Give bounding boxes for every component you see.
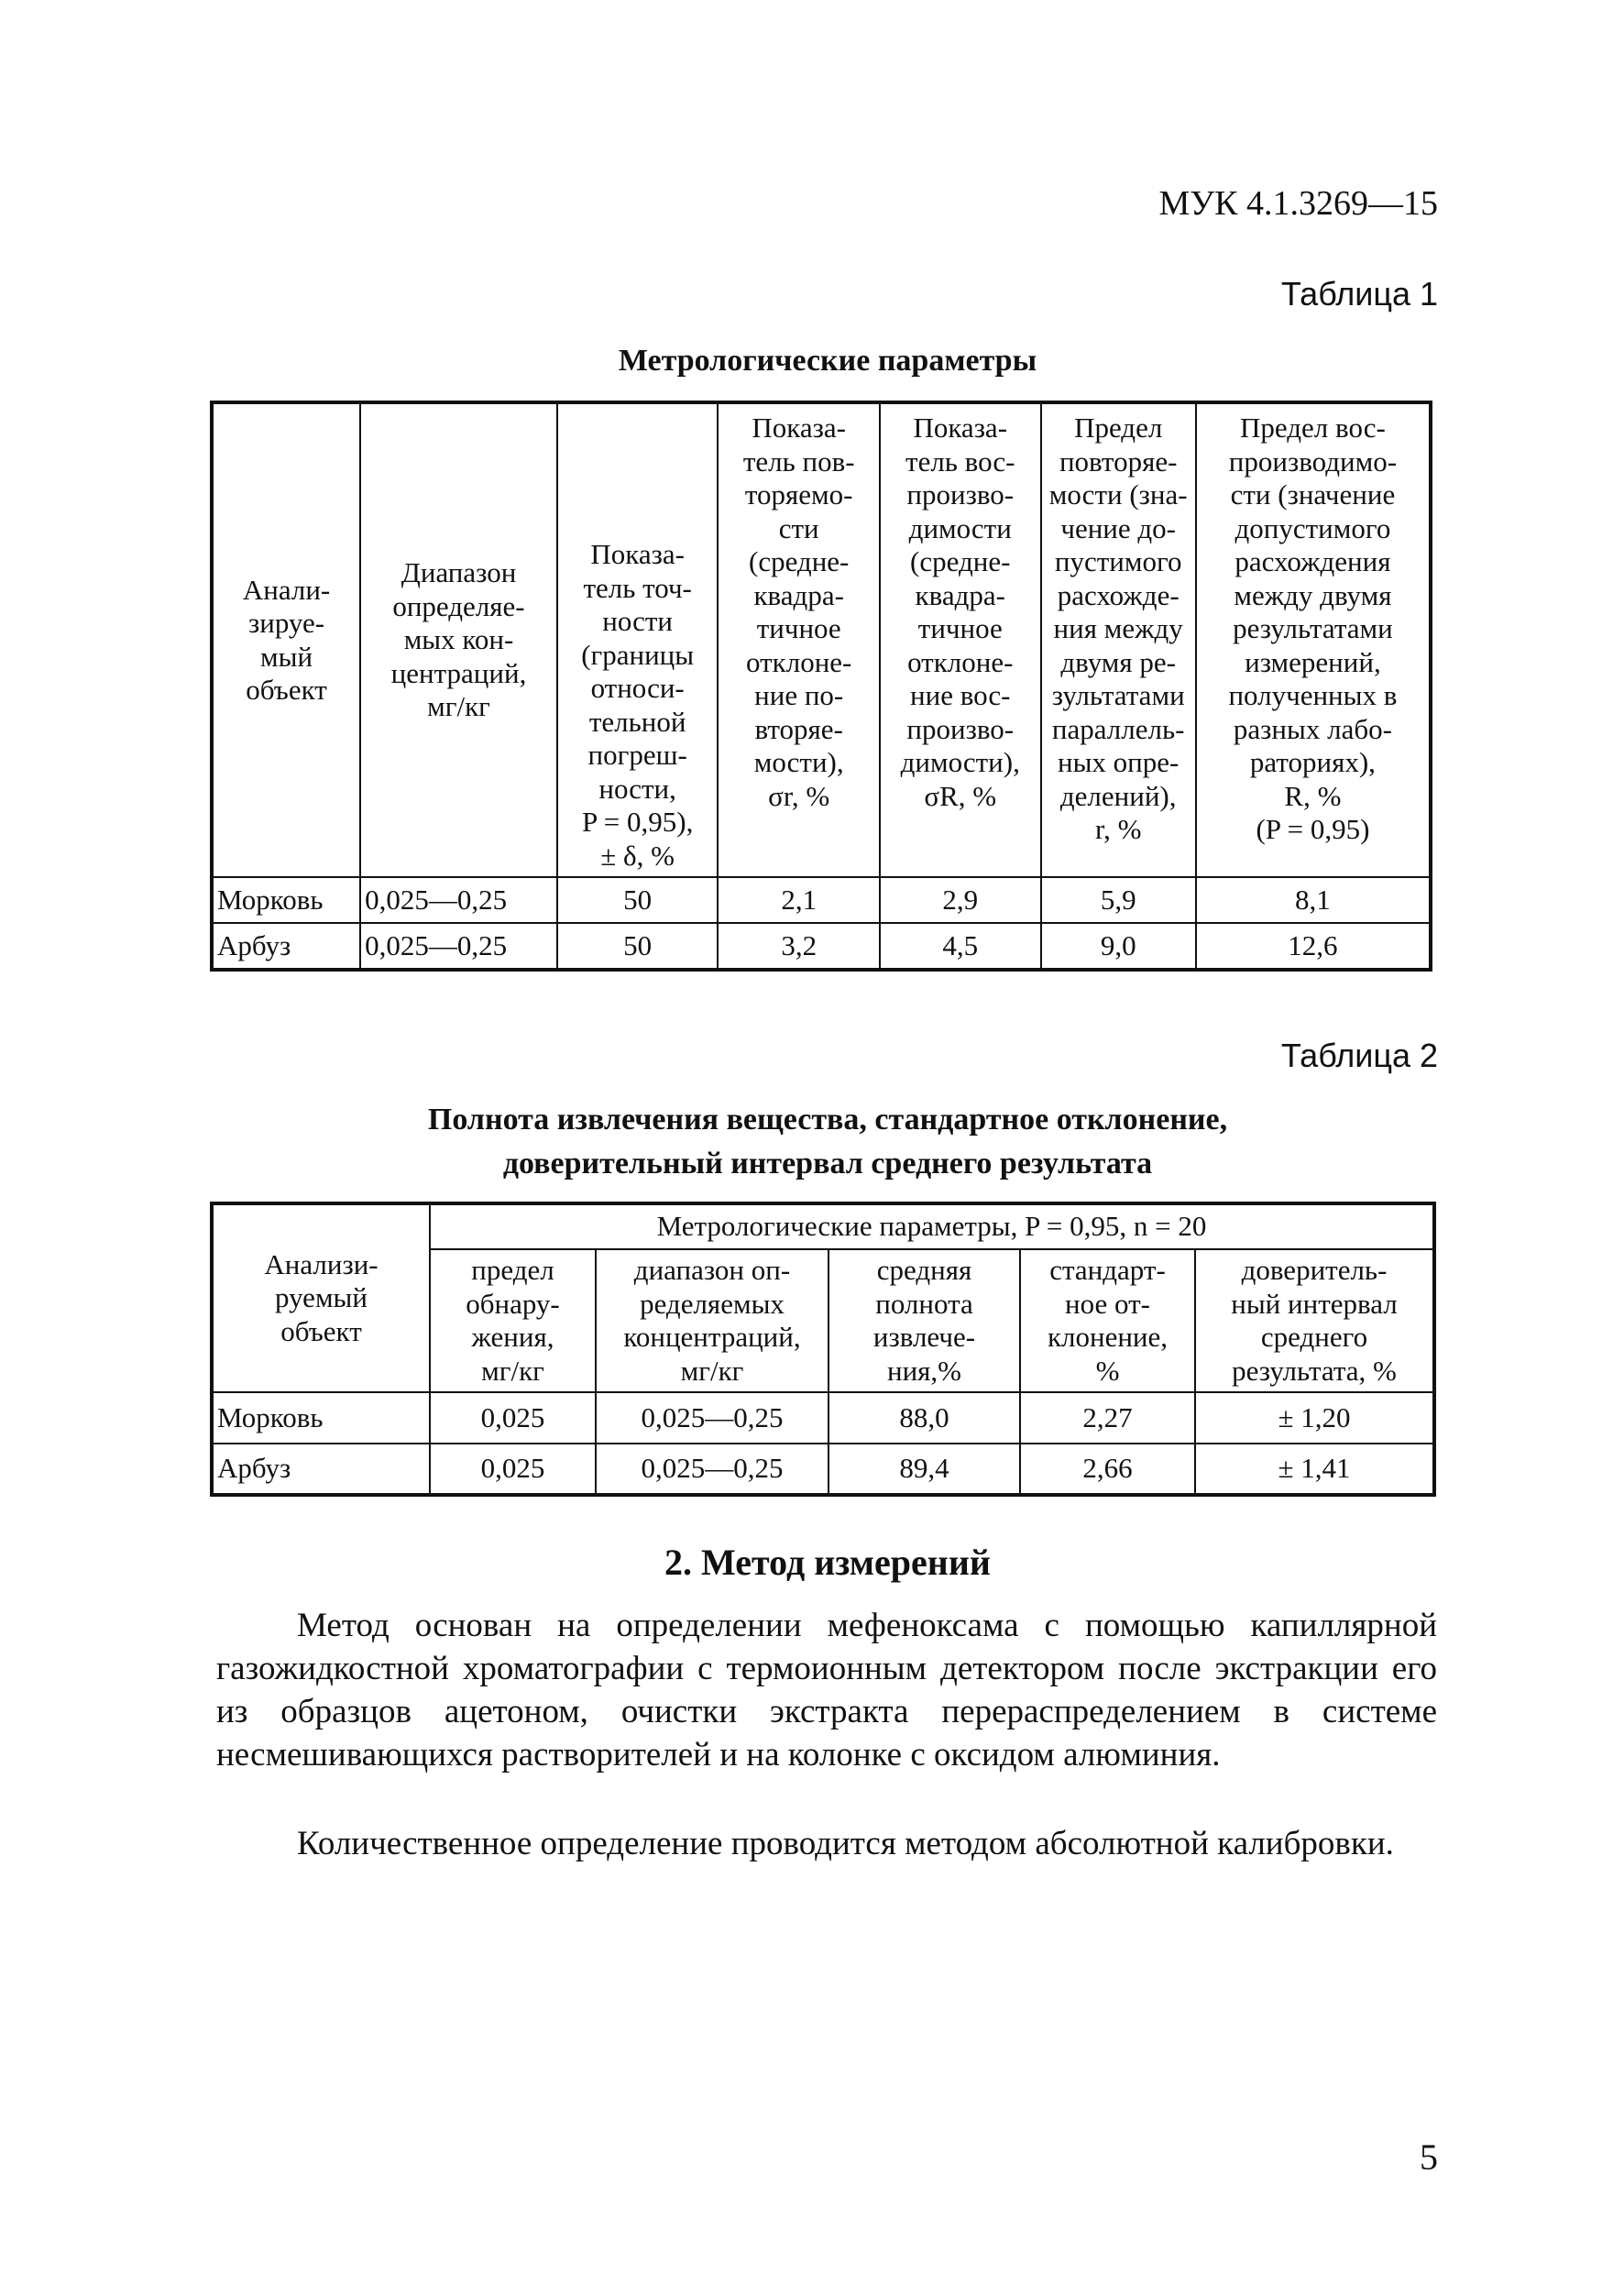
header-cell: Показа- тель вос- произво- димости (средне- квадра- тичное отклоне- ние вос- произво- димости), σR, % bbox=[880, 402, 1041, 877]
document-code: МУК 4.1.3269—15 bbox=[1158, 184, 1438, 223]
table-cell: Морковь bbox=[212, 1392, 430, 1444]
table-cell: 5,9 bbox=[1041, 877, 1196, 923]
header-cell: Показа- тель пов- торяемо- сти (средне- квадра- тичное отклоне- ние по- вторяе- мости), σr, % bbox=[718, 402, 880, 877]
extraction-completeness-table bbox=[210, 1202, 1436, 1497]
table-cell: 2,9 bbox=[880, 877, 1041, 923]
header-cell: Показа- тель точ- ности (границы относи- тельной погреш- ности, P = 0,95), ± δ, % bbox=[557, 402, 719, 877]
table2-title-line1: Полнота извлечения вещества, стандартное отклонение, bbox=[427, 1103, 1228, 1136]
table-cell: 2,66 bbox=[1020, 1444, 1195, 1495]
header-cell: Анали- зируе- мый объект bbox=[212, 402, 360, 877]
section-title: 2. Метод измерений bbox=[664, 1542, 991, 1583]
table-header-row bbox=[212, 1203, 1434, 1249]
table-cell: 8,1 bbox=[1196, 877, 1431, 923]
table-cell: 0,025—0,25 bbox=[596, 1444, 828, 1495]
table-cell: 3,2 bbox=[718, 923, 880, 970]
header-cell: доверитель- ный интервал среднего результата, % bbox=[1195, 1249, 1434, 1392]
method-paragraph: Метод основан на определении мефеноксама с помощью капиллярной газожидкостной хроматографии с термоионным детектором после экстракции его из образцов ацетоном, очистки экстракта перераспределением в системе несмешивающихся растворителей и на колонке с оксидом алюминия. bbox=[216, 1607, 1437, 1773]
table2-number: Таблица 2 bbox=[1280, 1037, 1438, 1074]
table2-title-line2: доверительный интервал среднего результата bbox=[502, 1147, 1153, 1180]
page-number: 5 bbox=[1420, 2136, 1438, 2178]
table-cell: 4,5 bbox=[880, 923, 1041, 970]
table-cell: 0,025 bbox=[430, 1392, 596, 1444]
header-cell: диапазон оп- ределяемых концентраций, мг/кг bbox=[596, 1249, 828, 1392]
table-cell: Арбуз bbox=[212, 923, 360, 970]
table-cell: 50 bbox=[557, 923, 719, 970]
table-cell: 12,6 bbox=[1196, 923, 1431, 970]
header-cell: предел обнару- жения, мг/кг bbox=[430, 1249, 596, 1392]
table-header-row bbox=[212, 402, 1431, 877]
table-cell: 0,025—0,25 bbox=[360, 877, 557, 923]
header-cell: Анализи- руемый объект bbox=[212, 1203, 430, 1392]
table2-title bbox=[215, 1098, 1440, 1186]
table1-title: Метрологические параметры bbox=[618, 344, 1037, 378]
group-header-cell: Метрологические параметры, P = 0,95, n = 20 bbox=[430, 1203, 1434, 1249]
table-cell: Арбуз bbox=[212, 1444, 430, 1495]
table-cell: 50 bbox=[557, 877, 719, 923]
table-cell: 0,025 bbox=[430, 1444, 596, 1495]
header-cell: стандарт- ное от- клонение, % bbox=[1020, 1249, 1195, 1392]
table-cell: 89,4 bbox=[828, 1444, 1020, 1495]
table-cell: ± 1,20 bbox=[1195, 1392, 1434, 1444]
header-cell: Предел повторяе- мости (зна- чение до- пустимого расхожде- ния между двумя ре- зультатами параллель- ных опре- делений), r, % bbox=[1041, 402, 1196, 877]
table-cell: 0,025—0,25 bbox=[360, 923, 557, 970]
table-cell: 2,27 bbox=[1020, 1392, 1195, 1444]
table-cell: 0,025—0,25 bbox=[596, 1392, 828, 1444]
table-cell: 9,0 bbox=[1041, 923, 1196, 970]
header-cell: Предел вос- производимо- сти (значение допустимого расхождения между двумя результатами измерений, полученных в разных лабо- раториях), R, % (P = 0,95) bbox=[1196, 402, 1431, 877]
table-row bbox=[212, 1444, 1434, 1495]
header-cell: средняя полнота извлече- ния,% bbox=[828, 1249, 1020, 1392]
calibration-paragraph: Количественное определение проводится методом абсолютной калибровки. bbox=[297, 1825, 1394, 1862]
table-cell: 2,1 bbox=[718, 877, 880, 923]
metrological-parameters-table bbox=[210, 401, 1432, 972]
table-cell: 88,0 bbox=[828, 1392, 1020, 1444]
table-row bbox=[212, 1392, 1434, 1444]
table-row bbox=[212, 923, 1431, 970]
header-cell: Диапазон определяе- мых кон- центраций, мг/кг bbox=[360, 402, 557, 877]
table1-number: Таблица 1 bbox=[1280, 275, 1438, 313]
table-cell: Морковь bbox=[212, 877, 360, 923]
table-row bbox=[212, 877, 1431, 923]
table-cell: ± 1,41 bbox=[1195, 1444, 1434, 1495]
